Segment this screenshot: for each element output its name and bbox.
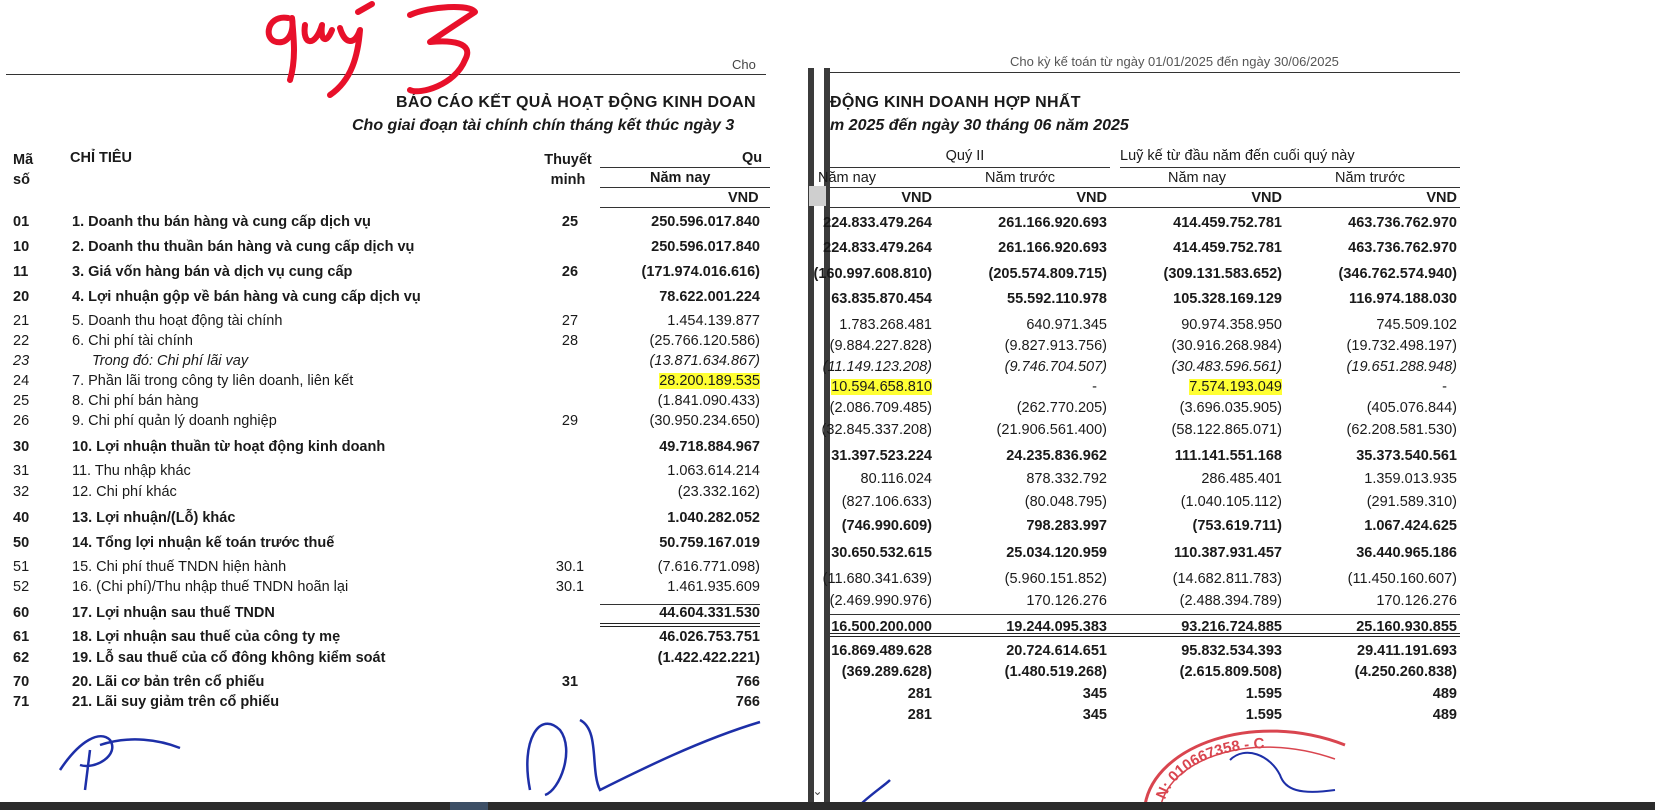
row-label: 11. Thu nhập khác [72,463,191,479]
report-title-left: BÁO CÁO KẾT QUẢ HOẠT ĐỘNG KINH DOAN [396,94,756,111]
report-subtitle-right: m 2025 đến ngày 30 tháng 06 năm 2025 [830,117,1129,134]
cell-ytd-last-year: 745.509.102 [1376,317,1457,333]
col-note-line2: minh [550,172,586,188]
cell-ytd-this-year: (1.040.105.112) [1180,494,1282,510]
row-note: 27 [561,313,579,329]
row-label: 20. Lãi cơ bản trên cổ phiếu [72,674,265,690]
row-code: 62 [13,650,30,666]
cell-ytd-last-year: 29.411.191.693 [1357,643,1457,659]
row-code: 51 [13,559,30,575]
cell-quarter-last-year: 24.235.836.962 [1006,448,1107,464]
table-row [813,266,1655,286]
cell-ytd-this-year: (30.483.596.561) [1171,359,1282,375]
row-value-q3-this-year: (25.766.120.586) [649,333,760,349]
cell-ytd-this-year: 286.485.401 [1201,471,1282,487]
row-label: 1. Doanh thu bán hàng và cung cấp dịch vụ [72,214,371,230]
cell-quarter-last-year: (9.746.704.507) [1004,359,1107,375]
unit-q-this: VND [901,190,932,206]
table-row [0,579,808,599]
subtotal-rule-right [830,614,1460,615]
row-code: 20 [13,289,30,305]
table-row [823,215,1655,235]
table-row [830,471,1655,491]
row-value-q3-this-year: (1.841.090.433) [657,393,760,409]
row-code: 71 [13,694,30,710]
col-rule-right [830,187,1460,188]
group-rule-ytd [1120,167,1460,168]
cell-ytd-last-year: 1.067.424.625 [1364,518,1457,534]
row-value-q3-this-year: 766 [735,674,760,690]
row-value-q3-this-year: 1.454.139.877 [667,313,760,329]
cell-ytd-this-year: 1.595 [1245,707,1282,723]
row-label: 17. Lợi nhuận sau thuế TNDN [72,605,275,621]
col-ytd-last-year: Năm trước [1335,170,1405,186]
row-value-q3-this-year: (30.950.234.650) [649,413,760,429]
table-row [830,643,1655,663]
table-row [0,605,808,625]
col-code-line1: Mã [13,152,34,168]
row-value-q3-this-year: 1.063.614.214 [667,463,760,479]
cell-quarter-last-year: 19.244.095.383 [1006,619,1107,635]
report-title-right: ĐỘNG KINH DOANH HỢP NHẤT [830,94,1081,111]
cell-quarter-this-year: (369.289.628) [841,664,932,680]
row-label: 3. Giá vốn hàng bán và dịch vụ cung cấp [72,264,353,280]
cell-quarter-this-year: (9.884.227.828) [829,338,932,354]
row-code: 70 [13,674,30,690]
table-row [0,535,808,555]
cell-ytd-last-year: 1.359.013.935 [1364,471,1457,487]
table-row [0,393,808,413]
row-note: 25 [561,214,579,230]
row-value-q3-this-year: 46.026.753.751 [659,629,760,645]
cell-ytd-this-year: 105.328.169.129 [1173,291,1282,307]
row-value-q3-this-year: (13.871.634.867) [649,353,760,369]
table-row [0,239,808,259]
table-row [0,559,808,579]
table-row [0,413,808,433]
cell-ytd-this-year: 90.974.358.950 [1181,317,1282,333]
table-row [830,338,1655,358]
table-row [0,650,808,670]
row-note: 30.1 [555,559,585,575]
row-label: 18. Lợi nhuận sau thuế của công ty mẹ [72,629,341,645]
unit-ytd-last: VND [1426,190,1457,206]
row-label: 16. (Chi phí)/Thu nhập thuế TNDN hoãn lại [72,579,349,595]
row-value-q3-this-year: 44.604.331.530 [659,605,760,621]
row-code: 22 [13,333,30,349]
cropped-header-left: Cho [732,57,756,72]
cell-quarter-last-year: 55.592.110.978 [1007,291,1107,307]
col-note-header [538,150,598,190]
cell-ytd-this-year: (2.488.394.789) [1179,593,1282,609]
cell-ytd-this-year: 1.595 [1245,686,1282,702]
header-rule-right [830,72,1460,73]
cell-quarter-this-year: 30.650.532.615 [831,545,932,561]
row-label: 21. Lãi suy giảm trên cổ phiếu [72,694,280,710]
table-row [822,571,1655,591]
group-header-quarter: Quý II [945,148,985,164]
row-value-q3-this-year: (23.332.162) [677,484,760,500]
cell-ytd-last-year: - [1442,379,1447,395]
company-stamp [1135,705,1355,805]
table-row [830,545,1655,565]
cell-quarter-this-year: (2.086.709.485) [829,400,932,416]
row-label: 10. Lợi nhuận thuần từ hoạt động kinh doanh [72,439,386,455]
row-label: 12. Chi phí khác [72,484,177,500]
table-row [0,510,808,530]
cell-ytd-this-year [1135,379,1282,395]
cell-ytd-last-year: (11.450.160.607) [1347,571,1457,587]
group-rule-quarter [830,167,1110,168]
row-value-q3-this-year: (171.974.016.616) [641,264,760,280]
cell-ytd-this-year: (309.131.583.652) [1163,266,1282,282]
stamp-text: N: 010667358 - C [1152,735,1265,802]
table-row [0,353,808,373]
cell-ytd-last-year: (405.076.844) [1366,400,1457,416]
cell-quarter-last-year: 25.034.120.959 [1006,545,1107,561]
scrollbar-thumb[interactable] [809,186,826,206]
row-label: 7. Phần lãi trong công ty liên doanh, liên kết [72,373,354,389]
cell-quarter-last-year: (5.960.151.852) [1004,571,1107,587]
cell-ytd-this-year: (30.916.268.984) [1171,338,1282,354]
table-row [830,664,1655,684]
cell-quarter-last-year: 20.724.614.651 [1006,643,1107,659]
cell-ytd-last-year: (291.589.310) [1366,494,1457,510]
cell-ytd-last-year: 25.160.930.855 [1356,619,1457,635]
row-code: 11 [13,264,29,280]
handwritten-quy3-annotation [260,0,500,110]
table-row [823,240,1655,260]
cell-ytd-last-year: (346.762.574.940) [1338,266,1457,282]
table-row [830,317,1655,337]
col-q-this-year: Năm nay [818,170,877,186]
table-row [0,289,808,309]
row-code: 21 [13,313,30,329]
cell-ytd-last-year: (19.732.498.197) [1346,338,1457,354]
row-value-q3-this-year: 1.461.935.609 [667,579,760,595]
row-label: 15. Chi phí thuế TNDN hiện hành [72,559,287,575]
row-value-q3-this-year: 1.040.282.052 [667,510,760,526]
period-rule [600,167,770,168]
table-row [0,214,808,234]
table-row [0,333,808,353]
cell-quarter-last-year: 261.166.920.693 [998,215,1107,231]
cell-quarter-last-year: (80.048.795) [1024,494,1107,510]
col-item-header: CHỈ TIÊU [70,150,133,166]
row-note: 28 [561,333,579,349]
table-row [0,484,808,504]
cell-quarter-this-year: 281 [907,707,932,723]
row-code: 24 [13,373,30,389]
cell-ytd-this-year: (2.615.809.508) [1179,664,1282,680]
row-note: 29 [561,413,579,429]
highlighted-value: 7.574.193.049 [1189,379,1282,395]
cell-ytd-last-year: (4.250.260.838) [1354,664,1457,680]
cell-quarter-this-year: (827.106.633) [841,494,932,510]
table-row [0,439,808,459]
cell-ytd-last-year: 463.736.762.970 [1348,215,1457,231]
unit-ytd-this: VND [1251,190,1282,206]
row-code: 26 [13,413,30,429]
cell-quarter-this-year: 281 [907,686,932,702]
table-row [830,291,1655,311]
year-rule [600,187,770,188]
table-row [0,264,808,284]
row-value-q3-this-year: (7.616.771.098) [657,559,760,575]
row-label: 4. Lợi nhuận gộp về bán hàng và cung cấp dịch vụ [72,289,421,305]
cell-quarter-this-year: 31.397.523.224 [831,448,932,464]
cell-ytd-last-year: 489 [1432,686,1457,702]
col-q-last-year: Năm trước [985,170,1055,186]
scroll-down-icon[interactable]: ⌄ [812,784,823,798]
row-label: 13. Lợi nhuận/(Lỗ) khác [72,510,236,526]
col-ytd-this-year: Năm nay [1168,170,1227,186]
table-row [830,448,1655,468]
row-code: 25 [13,393,30,409]
svg-text:N: 010667358 - C [1153,735,1265,801]
left-document-pane[interactable] [0,0,808,802]
cell-quarter-this-year: 80.116.024 [860,471,932,487]
cell-quarter-this-year: 224.833.479.264 [823,215,932,231]
row-code: 40 [13,510,30,526]
row-code: 60 [13,605,30,621]
row-note: 26 [561,264,579,280]
cell-quarter-last-year: (21.906.561.400) [996,422,1107,438]
highlighted-value: 28.200.189.535 [659,373,760,389]
row-value-q3-this-year: 250.596.017.840 [651,214,760,230]
cell-quarter-this-year: 63.835.870.454 [831,291,932,307]
cell-quarter-this-year: (2.469.990.976) [829,593,932,609]
cell-ytd-this-year: 414.459.752.781 [1173,240,1282,256]
cell-quarter-last-year: (205.574.809.715) [988,266,1107,282]
table-row [0,373,808,393]
cell-ytd-last-year: 116.974.188.030 [1348,291,1457,307]
col-period-header: Qu [742,150,763,166]
group-header-ytd: Luỹ kế từ đầu năm đến cuối quý này [1120,148,1355,164]
cell-quarter-this-year: (746.990.609) [841,518,932,534]
row-value-q3-this-year: 78.622.001.224 [659,289,760,305]
cell-quarter-this-year: 1.783.268.481 [839,317,932,333]
table-row [822,359,1655,379]
col-note-line1: Thuyết [544,152,592,168]
cell-quarter-last-year: 261.166.920.693 [998,240,1107,256]
cell-ytd-last-year: 35.373.540.561 [1356,448,1457,464]
table-row [0,463,808,483]
total-double-rule-right [830,633,1460,637]
unit-rule-right [830,207,1460,208]
col-code-header [13,150,33,190]
table-row [830,379,1655,399]
cell-quarter-last-year: (262.770.205) [1016,400,1107,416]
total-double-rule-left [600,623,760,627]
cell-quarter-last-year: - [1092,379,1097,395]
row-label: 9. Chi phí quản lý doanh nghiệp [72,413,277,429]
row-code: 61 [13,629,30,645]
cell-ytd-last-year: 463.736.762.970 [1348,240,1457,256]
row-code: 50 [13,535,30,551]
row-note: 30.1 [555,579,585,595]
right-document-pane[interactable] [813,0,1655,802]
cell-quarter-last-year: 878.332.792 [1026,471,1107,487]
cell-ytd-this-year: 414.459.752.781 [1173,215,1282,231]
cell-quarter-last-year: (1.480.519.268) [1004,664,1107,680]
row-label: 8. Chi phí bán hàng [72,393,199,409]
cell-quarter-this-year: (11.680.341.639) [822,571,932,587]
table-row [830,518,1655,538]
cell-quarter-last-year: 798.283.997 [1026,518,1107,534]
cell-quarter-last-year: 170.126.276 [1026,593,1107,609]
cell-ytd-last-year: (19.651.288.948) [1346,359,1457,375]
cell-ytd-last-year: (62.208.581.530) [1346,422,1457,438]
col-year-header: Năm nay [650,170,711,186]
cell-quarter-last-year: 345 [1082,707,1107,723]
row-value-q3-this-year: 50.759.167.019 [659,535,760,551]
row-code: 30 [13,439,30,455]
row-code: 23 [13,353,30,369]
row-code: 31 [13,463,30,479]
row-label: 2. Doanh thu thuần bán hàng và cung cấp dịch vụ [72,239,415,255]
cell-quarter-this-year: 224.833.479.264 [823,240,932,256]
subtotal-rule-left [600,604,760,605]
row-code: 52 [13,579,30,595]
row-code: 10 [13,239,30,255]
cell-quarter-this-year: (160.997.608.810) [813,266,932,282]
cell-ytd-this-year: (58.122.865.071) [1171,422,1282,438]
signature-left [0,700,808,810]
row-value-q3-this-year [600,373,760,389]
row-label: 5. Doanh thu hoạt động tài chính [72,313,283,329]
taskbar-indicator [450,802,488,810]
report-subtitle-left: Cho giai đoạn tài chính chín tháng kết thúc ngày 3 [352,117,735,134]
table-row [0,313,808,333]
cell-ytd-this-year: 93.216.724.885 [1181,619,1282,635]
unit-q-last: VND [1076,190,1107,206]
cell-quarter-last-year: 640.971.345 [1026,317,1107,333]
cell-ytd-this-year: 111.141.551.168 [1174,448,1282,464]
col-unit-header: VND [728,190,759,206]
cell-ytd-last-year: 36.440.965.186 [1356,545,1457,561]
unit-rule [600,207,770,208]
row-label: 19. Lỗ sau thuế của cổ đông không kiểm soát [72,650,386,666]
cell-quarter-this-year: 16.500.200.000 [831,619,932,635]
cell-ytd-this-year: (3.696.035.905) [1179,400,1282,416]
cell-ytd-last-year: 489 [1432,707,1457,723]
table-row [0,629,808,649]
cropped-header-right: Cho kỳ kế toán từ ngày 01/01/2025 đến ngày 30/06/2025 [1010,54,1339,69]
row-note: 31 [561,674,579,690]
cell-quarter-this-year: 16.869.489.628 [831,643,932,659]
table-row [0,674,808,694]
row-value-q3-this-year: 766 [735,694,760,710]
cell-quarter-this-year: (32.845.337.208) [821,422,932,438]
cell-quarter-this-year: (11.149.123.208) [822,359,932,375]
col-code-line2: số [13,172,30,188]
row-code: 32 [13,484,30,500]
row-label: 14. Tổng lợi nhuận kế toán trước thuế [72,535,335,551]
cell-ytd-this-year: (14.682.811.783) [1172,571,1282,587]
row-value-q3-this-year: 49.718.884.967 [659,439,760,455]
table-row [830,494,1655,514]
cell-quarter-last-year: 345 [1082,686,1107,702]
cell-quarter-this-year [800,379,932,395]
table-row [821,422,1655,442]
table-row [830,593,1655,613]
cell-ytd-this-year: (753.619.711) [1192,518,1282,534]
cell-ytd-this-year: 110.387.931.457 [1173,545,1282,561]
row-label: 6. Chi phí tài chính [72,333,193,349]
row-value-q3-this-year: 250.596.017.840 [651,239,760,255]
table-row [830,400,1655,420]
highlighted-value: 10.594.658.810 [831,379,932,395]
row-label: Trong đó: Chi phí lãi vay [92,353,249,369]
cell-ytd-this-year: 95.832.534.393 [1181,643,1282,659]
row-value-q3-this-year: (1.422.422.221) [657,650,760,666]
taskbar-strip [0,802,1655,810]
cell-ytd-last-year: 170.126.276 [1376,593,1457,609]
row-code: 01 [13,214,30,230]
cell-quarter-last-year: (9.827.913.756) [1004,338,1107,354]
